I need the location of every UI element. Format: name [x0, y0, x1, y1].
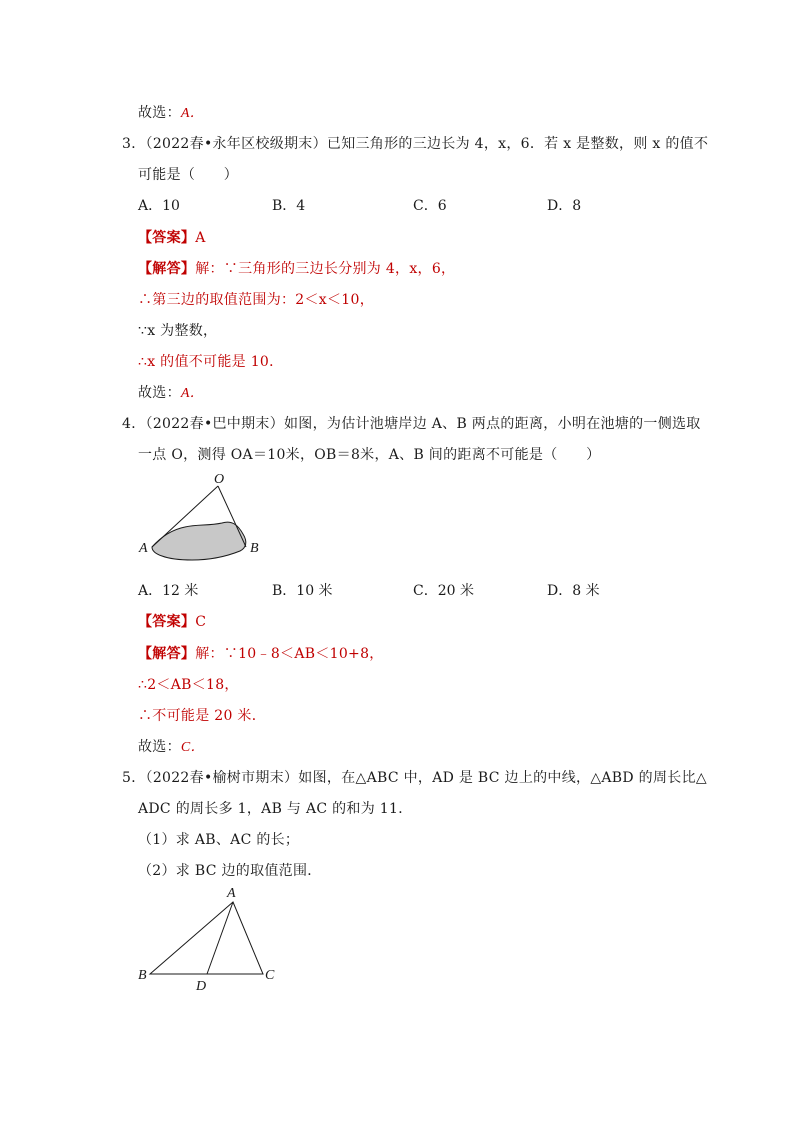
q2-conclusion [138, 104, 204, 123]
q4-conclusion [138, 738, 205, 757]
q4-option-d: D．8 米 [547, 583, 600, 599]
q4-stem-line2: 一点 O，测得 OA＝10米，OB＝8米，A、B 间的距离不可能是（ ） [138, 447, 601, 463]
q4-stem-line1 [122, 415, 701, 433]
label-b: B [138, 968, 147, 983]
explain-text: 解：∵三角形的三边长分别为 4，x，6， [195, 261, 456, 277]
q4-option-b: B．10 米 [272, 583, 333, 599]
explain-tag: 【解答】 [138, 646, 196, 662]
q4-explain-line2: ∴2＜AB＜18， [138, 677, 239, 693]
pond-shape [152, 522, 246, 560]
q5-stem-line1 [122, 769, 707, 787]
triangle-figure [130, 882, 290, 994]
label-o: O [214, 472, 225, 487]
conclusion-answer: A． [180, 106, 205, 121]
q4-explain-line1 [138, 645, 384, 663]
q3-option-a: A．10 [138, 198, 180, 214]
answer-tag: 【答案】 [138, 230, 196, 246]
answer-tag: 【答案】 [138, 614, 196, 630]
conclusion-answer: C． [180, 740, 205, 755]
label-b: B [250, 541, 259, 556]
q3-explain-line4: ∴x 的值不可能是 10． [138, 354, 284, 370]
label-a: A [139, 541, 148, 556]
q3-explain-line1 [138, 260, 455, 278]
question-number: 5． [122, 770, 146, 786]
explain-text: 解：∵10﹣8＜AB＜10+8， [195, 646, 384, 662]
conclusion-label: 故选： [138, 105, 181, 121]
q3-explain-line2: ∴第三边的取值范围为：2＜x＜10， [138, 292, 375, 308]
conclusion-label: 故选： [138, 739, 181, 755]
question-number: 3． [122, 136, 146, 152]
q3-option-b: B．4 [272, 198, 306, 214]
question-text: （2022春•巴中期末）如图，为估计池塘岸边 A、B 两点的距离，小明在池塘的一侧选取 [145, 416, 701, 432]
q4-option-a: A．12 米 [138, 583, 199, 599]
q4-answer [138, 613, 206, 631]
q4-explain-line3: ∴不可能是 20 米． [138, 708, 267, 724]
label-a: A [227, 886, 236, 901]
q4-option-c: C．20 米 [413, 583, 474, 599]
pond-figure [130, 468, 280, 568]
q3-answer [138, 229, 206, 247]
conclusion-answer: A． [180, 386, 205, 401]
q3-option-d: D．8 [547, 198, 582, 214]
label-c: C [265, 968, 275, 983]
q3-stem-line1 [122, 135, 708, 153]
label-d: D [196, 979, 207, 994]
q3-conclusion [138, 384, 204, 403]
triangle-abc [150, 902, 263, 974]
q5-subquestion-1: （1）求 AB、AC 的长； [138, 832, 300, 848]
q3-option-c: C．6 [413, 198, 447, 214]
answer-value: C [195, 614, 207, 630]
question-text: （2022春•永年区校级期末）已知三角形的三边长为 4，x，6．若 x 是整数，则 x 的值不 [145, 136, 709, 152]
answer-value: A [195, 230, 206, 246]
q5-stem-line2: ADC 的周长多 1，AB 与 AC 的和为 11． [138, 801, 413, 817]
explain-tag: 【解答】 [138, 261, 196, 277]
q3-stem-line2: 可能是（ ） [138, 167, 239, 183]
question-number: 4． [122, 416, 146, 432]
q5-subquestion-2: （2）求 BC 边的取值范围． [138, 863, 322, 879]
question-text: （2022春•榆树市期末）如图，在△ABC 中，AD 是 BC 边上的中线，△ABD 的周长比△ [145, 770, 707, 786]
q3-explain-line3: ∵x 为整数， [138, 323, 218, 339]
conclusion-label: 故选： [138, 385, 181, 401]
